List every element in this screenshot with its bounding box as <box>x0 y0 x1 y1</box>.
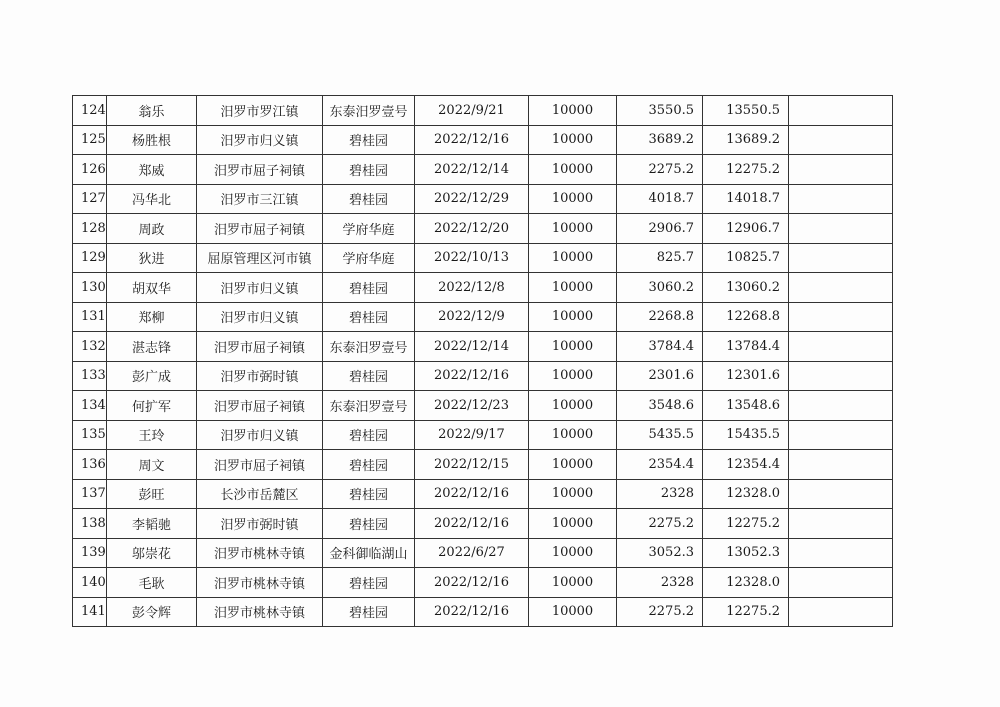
town-cell: 汨罗市三江镇 <box>197 184 323 214</box>
table-row <box>73 597 893 627</box>
town-cell: 汨罗市弼时镇 <box>197 509 323 539</box>
base-amount-cell: 10000 <box>529 214 617 244</box>
name-cell: 湛志锋 <box>107 332 197 362</box>
remark-cell <box>789 450 893 480</box>
remark-cell <box>789 184 893 214</box>
row-number-cell: 128 <box>73 214 107 244</box>
total-amount-cell: 13689.2 <box>703 125 789 155</box>
table-row <box>73 302 893 332</box>
town-cell: 汨罗市桃林寺镇 <box>197 597 323 627</box>
town-cell: 汨罗市归义镇 <box>197 420 323 450</box>
name-cell: 毛耿 <box>107 568 197 598</box>
table-row <box>73 332 893 362</box>
project-cell: 碧桂园 <box>323 479 415 509</box>
total-amount-cell: 12354.4 <box>703 450 789 480</box>
town-cell: 汨罗市归义镇 <box>197 125 323 155</box>
name-cell: 彭旺 <box>107 479 197 509</box>
total-amount-cell: 13052.3 <box>703 538 789 568</box>
name-cell: 李韬驰 <box>107 509 197 539</box>
total-amount-cell: 12275.2 <box>703 597 789 627</box>
total-amount-cell: 12275.2 <box>703 509 789 539</box>
project-cell: 碧桂园 <box>323 361 415 391</box>
name-cell: 彭广成 <box>107 361 197 391</box>
base-amount-cell: 10000 <box>529 568 617 598</box>
remark-cell <box>789 96 893 126</box>
total-amount-cell: 12268.8 <box>703 302 789 332</box>
remark-cell <box>789 479 893 509</box>
subsidy-amount-cell: 3060.2 <box>617 273 703 303</box>
row-number-cell: 132 <box>73 332 107 362</box>
base-amount-cell: 10000 <box>529 184 617 214</box>
subsidy-amount-cell: 2301.6 <box>617 361 703 391</box>
date-cell: 2022/9/17 <box>415 420 529 450</box>
date-cell: 2022/12/20 <box>415 214 529 244</box>
row-number-cell: 126 <box>73 155 107 185</box>
total-amount-cell: 12328.0 <box>703 479 789 509</box>
date-cell: 2022/12/14 <box>415 332 529 362</box>
row-number-cell: 125 <box>73 125 107 155</box>
total-amount-cell: 12275.2 <box>703 155 789 185</box>
date-cell: 2022/12/16 <box>415 361 529 391</box>
base-amount-cell: 10000 <box>529 361 617 391</box>
name-cell: 周政 <box>107 214 197 244</box>
town-cell: 汨罗市归义镇 <box>197 273 323 303</box>
remark-cell <box>789 391 893 421</box>
subsidy-amount-cell: 2906.7 <box>617 214 703 244</box>
project-cell: 碧桂园 <box>323 509 415 539</box>
name-cell: 彭令辉 <box>107 597 197 627</box>
total-amount-cell: 12301.6 <box>703 361 789 391</box>
name-cell: 冯华北 <box>107 184 197 214</box>
base-amount-cell: 10000 <box>529 96 617 126</box>
table-row <box>73 96 893 126</box>
project-cell: 碧桂园 <box>323 568 415 598</box>
total-amount-cell: 15435.5 <box>703 420 789 450</box>
table-row <box>73 184 893 214</box>
name-cell: 杨胜根 <box>107 125 197 155</box>
base-amount-cell: 10000 <box>529 155 617 185</box>
base-amount-cell: 10000 <box>529 597 617 627</box>
table-row <box>73 538 893 568</box>
remark-cell <box>789 420 893 450</box>
project-cell: 碧桂园 <box>323 273 415 303</box>
total-amount-cell: 10825.7 <box>703 243 789 273</box>
row-number-cell: 137 <box>73 479 107 509</box>
date-cell: 2022/12/16 <box>415 479 529 509</box>
name-cell: 王玲 <box>107 420 197 450</box>
name-cell: 周文 <box>107 450 197 480</box>
project-cell: 碧桂园 <box>323 450 415 480</box>
row-number-cell: 138 <box>73 509 107 539</box>
table-row <box>73 273 893 303</box>
name-cell: 翁乐 <box>107 96 197 126</box>
remark-cell <box>789 155 893 185</box>
subsidy-amount-cell: 3550.5 <box>617 96 703 126</box>
subsidy-amount-cell: 2328 <box>617 568 703 598</box>
town-cell: 汨罗市屈子祠镇 <box>197 391 323 421</box>
total-amount-cell: 14018.7 <box>703 184 789 214</box>
remark-cell <box>789 273 893 303</box>
project-cell: 碧桂园 <box>323 302 415 332</box>
row-number-cell: 131 <box>73 302 107 332</box>
subsidy-amount-cell: 3548.6 <box>617 391 703 421</box>
date-cell: 2022/6/27 <box>415 538 529 568</box>
project-cell: 东泰汨罗壹号 <box>323 391 415 421</box>
subsidy-amount-cell: 2268.8 <box>617 302 703 332</box>
remark-cell <box>789 361 893 391</box>
town-cell: 长沙市岳麓区 <box>197 479 323 509</box>
date-cell: 2022/9/21 <box>415 96 529 126</box>
remark-cell <box>789 125 893 155</box>
date-cell: 2022/12/9 <box>415 302 529 332</box>
base-amount-cell: 10000 <box>529 479 617 509</box>
remark-cell <box>789 568 893 598</box>
remark-cell <box>789 332 893 362</box>
name-cell: 郑柳 <box>107 302 197 332</box>
table-row <box>73 420 893 450</box>
row-number-cell: 141 <box>73 597 107 627</box>
town-cell: 汨罗市罗江镇 <box>197 96 323 126</box>
town-cell: 汨罗市归义镇 <box>197 302 323 332</box>
project-cell: 学府华庭 <box>323 214 415 244</box>
remark-cell <box>789 538 893 568</box>
subsidy-amount-cell: 2275.2 <box>617 155 703 185</box>
table-row <box>73 243 893 273</box>
subsidy-amount-cell: 825.7 <box>617 243 703 273</box>
remark-cell <box>789 214 893 244</box>
date-cell: 2022/12/16 <box>415 597 529 627</box>
name-cell: 胡双华 <box>107 273 197 303</box>
remark-cell <box>789 302 893 332</box>
date-cell: 2022/12/23 <box>415 391 529 421</box>
base-amount-cell: 10000 <box>529 302 617 332</box>
table-body <box>73 96 893 627</box>
table-row <box>73 479 893 509</box>
row-number-cell: 129 <box>73 243 107 273</box>
remark-cell <box>789 597 893 627</box>
town-cell: 汨罗市屈子祠镇 <box>197 155 323 185</box>
table-row <box>73 568 893 598</box>
project-cell: 碧桂园 <box>323 125 415 155</box>
project-cell: 学府华庭 <box>323 243 415 273</box>
total-amount-cell: 13784.4 <box>703 332 789 362</box>
date-cell: 2022/12/16 <box>415 568 529 598</box>
town-cell: 汨罗市屈子祠镇 <box>197 450 323 480</box>
date-cell: 2022/12/29 <box>415 184 529 214</box>
subsidy-amount-cell: 2275.2 <box>617 597 703 627</box>
total-amount-cell: 13060.2 <box>703 273 789 303</box>
name-cell: 何扩军 <box>107 391 197 421</box>
row-number-cell: 134 <box>73 391 107 421</box>
project-cell: 碧桂园 <box>323 420 415 450</box>
total-amount-cell: 12328.0 <box>703 568 789 598</box>
total-amount-cell: 13550.5 <box>703 96 789 126</box>
date-cell: 2022/12/8 <box>415 273 529 303</box>
town-cell: 汨罗市桃林寺镇 <box>197 568 323 598</box>
subsidy-amount-cell: 3784.4 <box>617 332 703 362</box>
date-cell: 2022/12/15 <box>415 450 529 480</box>
table-row <box>73 155 893 185</box>
name-cell: 郑威 <box>107 155 197 185</box>
project-cell: 碧桂园 <box>323 155 415 185</box>
total-amount-cell: 12906.7 <box>703 214 789 244</box>
row-number-cell: 135 <box>73 420 107 450</box>
records-table <box>72 95 893 627</box>
row-number-cell: 139 <box>73 538 107 568</box>
name-cell: 狄进 <box>107 243 197 273</box>
subsidy-amount-cell: 2354.4 <box>617 450 703 480</box>
project-cell: 东泰汨罗壹号 <box>323 332 415 362</box>
date-cell: 2022/12/16 <box>415 509 529 539</box>
row-number-cell: 136 <box>73 450 107 480</box>
project-cell: 碧桂园 <box>323 597 415 627</box>
date-cell: 2022/10/13 <box>415 243 529 273</box>
row-number-cell: 130 <box>73 273 107 303</box>
row-number-cell: 140 <box>73 568 107 598</box>
town-cell: 屈原管理区河市镇 <box>197 243 323 273</box>
base-amount-cell: 10000 <box>529 332 617 362</box>
row-number-cell: 127 <box>73 184 107 214</box>
table-row <box>73 391 893 421</box>
remark-cell <box>789 509 893 539</box>
total-amount-cell: 13548.6 <box>703 391 789 421</box>
date-cell: 2022/12/16 <box>415 125 529 155</box>
town-cell: 汨罗市屈子祠镇 <box>197 214 323 244</box>
base-amount-cell: 10000 <box>529 509 617 539</box>
base-amount-cell: 10000 <box>529 450 617 480</box>
base-amount-cell: 10000 <box>529 538 617 568</box>
remark-cell <box>789 243 893 273</box>
subsidy-amount-cell: 2328 <box>617 479 703 509</box>
name-cell: 邬崇花 <box>107 538 197 568</box>
base-amount-cell: 10000 <box>529 243 617 273</box>
date-cell: 2022/12/14 <box>415 155 529 185</box>
table-row <box>73 509 893 539</box>
base-amount-cell: 10000 <box>529 391 617 421</box>
project-cell: 碧桂园 <box>323 184 415 214</box>
subsidy-amount-cell: 3689.2 <box>617 125 703 155</box>
table-row <box>73 125 893 155</box>
table-row <box>73 361 893 391</box>
base-amount-cell: 10000 <box>529 125 617 155</box>
town-cell: 汨罗市屈子祠镇 <box>197 332 323 362</box>
town-cell: 汨罗市桃林寺镇 <box>197 538 323 568</box>
town-cell: 汨罗市弼时镇 <box>197 361 323 391</box>
row-number-cell: 124 <box>73 96 107 126</box>
subsidy-amount-cell: 2275.2 <box>617 509 703 539</box>
subsidy-amount-cell: 5435.5 <box>617 420 703 450</box>
subsidy-amount-cell: 3052.3 <box>617 538 703 568</box>
project-cell: 金科御临湖山 <box>323 538 415 568</box>
table-row <box>73 450 893 480</box>
base-amount-cell: 10000 <box>529 420 617 450</box>
row-number-cell: 133 <box>73 361 107 391</box>
subsidy-amount-cell: 4018.7 <box>617 184 703 214</box>
table-row <box>73 214 893 244</box>
base-amount-cell: 10000 <box>529 273 617 303</box>
project-cell: 东泰汨罗壹号 <box>323 96 415 126</box>
